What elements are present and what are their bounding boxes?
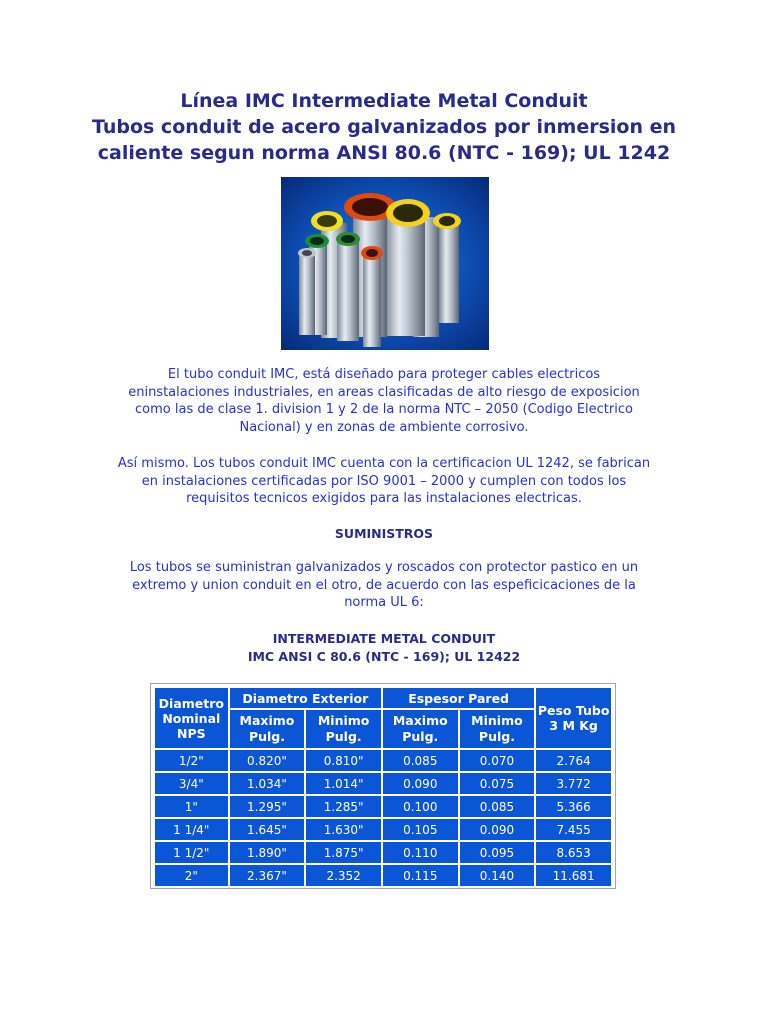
table-cell: 0.105 <box>383 819 458 840</box>
table-cell: 2.352 <box>306 865 381 886</box>
paragraph-3-line-2: extremo y union conduit en el otro, de acuerdo con las espeficicaciones de la <box>132 577 636 593</box>
table-row <box>155 865 611 886</box>
paragraph-1-line-4: Nacional) y en zonas de ambiente corrosivo. <box>239 419 529 435</box>
table-cell: 2.764 <box>536 750 611 771</box>
paragraph-3-line-3: norma UL 6: <box>344 595 424 610</box>
paragraph-description <box>100 366 668 436</box>
table-row <box>155 773 611 794</box>
table-cell: 0.110 <box>383 842 458 863</box>
paragraph-suministros <box>100 559 668 612</box>
table-cell: 3/4" <box>155 773 228 794</box>
header-min-espesor: Minimo Pulg. <box>460 710 535 748</box>
header-exterior: Diametro Exterior <box>230 688 381 708</box>
table-cell: 3.772 <box>536 773 611 794</box>
table-cell: 0.820" <box>230 750 305 771</box>
table-row <box>155 819 611 840</box>
table-cell: 0.090 <box>460 819 535 840</box>
table-cell: 0.075 <box>460 773 535 794</box>
table-cell: 1/2" <box>155 750 228 771</box>
table-cell: 1" <box>155 796 228 817</box>
header-peso: Peso Tubo 3 M Kg <box>536 688 611 748</box>
table-row <box>155 750 611 771</box>
paragraph-2-line-1: Así mismo. Los tubos conduit IMC cuenta con la certificacion UL 1242, se fabrican <box>117 456 651 471</box>
table-cell: 1 1/2" <box>155 842 228 863</box>
table-cell: 1.285" <box>306 796 381 817</box>
table-cell: 2.367" <box>230 865 305 886</box>
table-heading-line-2: IMC ANSI C 80.6 (NTC - 169); UL 12422 <box>247 649 521 664</box>
table-cell: 2" <box>155 865 228 886</box>
table-cell: 0.095 <box>460 842 535 863</box>
conduit-pipes-photo <box>281 177 489 350</box>
table-row <box>155 796 611 817</box>
table-cell: 11.681 <box>536 865 611 886</box>
paragraph-1-line-1: El tubo conduit IMC, está diseñado para proteger cables electricos <box>167 367 601 382</box>
header-min-exterior: Minimo Pulg. <box>306 710 381 748</box>
paragraph-2-line-3: requisitos tecnicos exigidos para las instalaciones electricas. <box>186 491 582 506</box>
table-cell: 0.090 <box>383 773 458 794</box>
paragraph-3-line-1: Los tubos se suministran galvanizados y roscados con protector pastico en un <box>129 560 639 575</box>
table-cell: 0.140 <box>460 865 535 886</box>
title-line-2: Tubos conduit de acero galvanizados por inmersion en <box>91 116 677 138</box>
table-cell: 5.366 <box>536 796 611 817</box>
table-cell: 0.810" <box>306 750 381 771</box>
table-cell: 1.630" <box>306 819 381 840</box>
header-max-espesor: Maximo Pulg. <box>383 710 458 748</box>
table-cell: 1 1/4" <box>155 819 228 840</box>
table-cell: 7.455 <box>536 819 611 840</box>
specs-table-frame <box>150 683 616 889</box>
title-line-1: Línea IMC Intermediate Metal Conduit <box>180 90 588 112</box>
paragraph-2-line-2: en instalaciones certificadas por ISO 9001 – 2000 y cumplen con todos los <box>141 473 627 489</box>
table-cell: 8.653 <box>536 842 611 863</box>
table-cell: 1.890" <box>230 842 305 863</box>
table-cell: 1.645" <box>230 819 305 840</box>
table-cell: 0.070 <box>460 750 535 771</box>
header-nominal: Diametro Nominal NPS <box>155 688 228 748</box>
suministros-heading: SUMINISTROS <box>334 526 434 541</box>
table-cell: 1.034" <box>230 773 305 794</box>
table-cell: 1.014" <box>306 773 381 794</box>
table-heading-line-1: INTERMEDIATE METAL CONDUIT <box>272 631 496 646</box>
table-cell: 0.100 <box>383 796 458 817</box>
table-cell: 0.085 <box>460 796 535 817</box>
specs-table <box>153 686 613 888</box>
table-cell: 0.085 <box>383 750 458 771</box>
header-max-exterior: Maximo Pulg. <box>230 710 305 748</box>
paragraph-1-line-2: eninstalaciones industriales, en areas clasificadas de alto riesgo de exposicion <box>128 384 640 400</box>
table-heading <box>0 630 768 666</box>
table-cell: 1.875" <box>306 842 381 863</box>
page-title <box>0 88 768 166</box>
table-row <box>155 842 611 863</box>
table-cell: 1.295" <box>230 796 305 817</box>
paragraph-certification <box>100 455 668 508</box>
paragraph-1-line-3: como las de clase 1. division 1 y 2 de la norma NTC – 2050 (Codigo Electrico <box>135 402 633 417</box>
table-cell: 0.115 <box>383 865 458 886</box>
title-line-3: caliente segun norma ANSI 80.6 (NTC - 169); UL 1242 <box>97 142 671 164</box>
header-espesor: Espesor Pared <box>383 688 534 708</box>
